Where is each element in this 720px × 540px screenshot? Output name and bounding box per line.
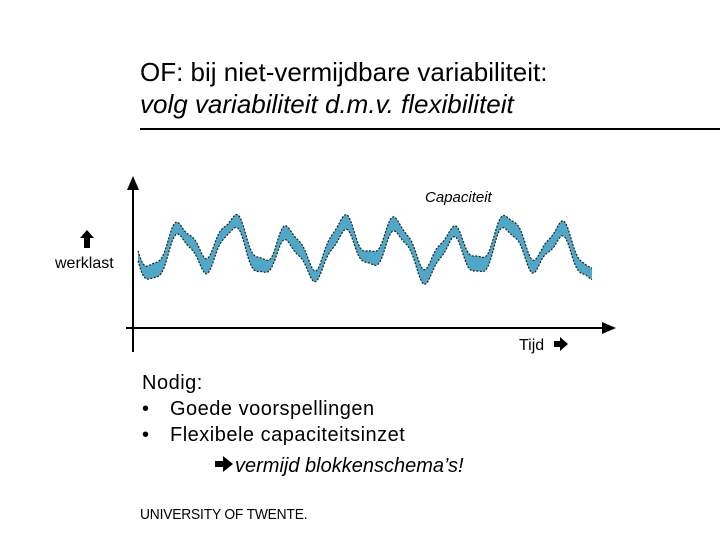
arrow-right-icon [215,455,233,477]
university-logo: UNIVERSITY OF TWENTE. [140,506,308,523]
time-axis-label: Tijd [519,337,545,354]
list-item [142,422,405,448]
x-axis-arrowhead [602,322,616,334]
list-item-text: Flexibele capaciteitsinzet [170,424,406,446]
conclusion-text: vermijd blokkenschema’s! [235,455,464,477]
capacity-label: Capaciteit [425,189,492,206]
conclusion [215,455,464,478]
list-item-text: Goede voorspellingen [170,398,375,420]
arrow-up-icon [80,230,94,251]
requirements-heading: Nodig: [142,372,203,394]
y-axis-arrowhead [127,176,139,190]
arrow-right-icon [554,335,568,355]
title-line-2: volg variabiliteit d.m.v. flexibiliteit [140,89,514,119]
list-item [142,396,405,422]
workload-axis-label: werklast [55,255,114,272]
bullet: • [142,424,150,446]
title-line-1: OF: bij niet-vermijdbare variabiliteit: [140,57,548,87]
bullet: • [142,398,150,420]
requirements-list [142,370,405,448]
